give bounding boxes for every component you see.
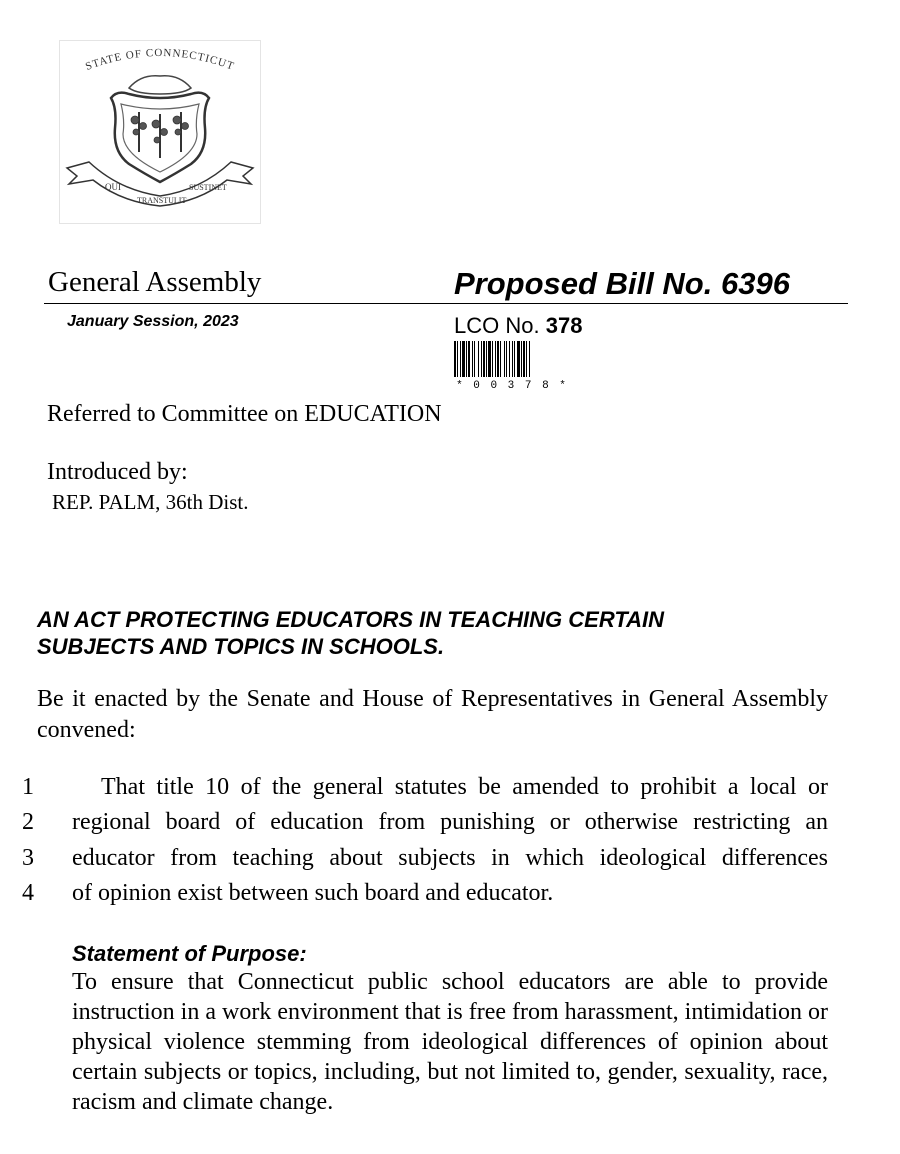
statement-of-purpose-text: To ensure that Connecticut public school educators are able to provide instruction in a work environment that is free from harassment, intimidation or physical violence stemming from ideological differences of opinion about certain subjects or topics, including, but not limited to, gender, sexuality, race, racism and climate change. <box>72 969 828 1115</box>
bill-number: Proposed Bill No. 6396 <box>454 266 790 301</box>
state-seal-graphic <box>59 40 261 224</box>
barcode-bar <box>481 341 482 377</box>
enacting-clause: Be it enacted by the Senate and House of Representatives in General Assembly convened: <box>37 686 828 743</box>
statement-of-purpose-heading: Statement of Purpose: <box>72 941 307 966</box>
barcode-bar <box>495 341 496 377</box>
committee-referral: Referred to Committee on EDUCATION <box>47 401 442 427</box>
bill-line <box>0 845 828 880</box>
barcode-bars <box>454 341 570 377</box>
header-divider <box>44 303 848 304</box>
barcode-bar <box>506 341 507 377</box>
barcode-bar <box>526 341 527 377</box>
bill-title-line-1: AN ACT PROTECTING EDUCATORS IN TEACHING CERTAIN <box>37 607 665 632</box>
barcode-bar <box>488 341 491 377</box>
barcode-bar <box>517 341 520 377</box>
line-number: 2 <box>22 809 34 835</box>
bill-line <box>0 809 828 844</box>
barcode-bar <box>483 341 485 377</box>
svg-text:STATE OF CONNECTICUT <box>84 47 236 73</box>
barcode-bar <box>474 341 475 377</box>
lco-value: 378 <box>545 313 583 338</box>
barcode-bar <box>460 341 461 377</box>
barcode-bar <box>454 341 456 377</box>
line-text: educator from teaching about subjects in which ideological differences <box>72 845 828 871</box>
barcode-bar <box>497 341 499 377</box>
line-text: regional board of education from punishing or otherwise restricting an <box>72 809 828 835</box>
bill-title-line-2: SUBJECTS AND TOPICS IN SCHOOLS. <box>37 634 445 659</box>
barcode-bar <box>514 341 515 377</box>
general-assembly-label: General Assembly <box>48 266 262 298</box>
barcode-bar <box>478 341 479 377</box>
seal-motto-middle: TRANSTULIT <box>137 196 187 205</box>
lco-number <box>454 313 582 339</box>
lco-label: LCO No. <box>454 313 540 338</box>
barcode <box>454 341 570 377</box>
barcode-bar <box>472 341 473 377</box>
seal-motto-right: SUSTINET <box>189 183 227 192</box>
line-number: 4 <box>22 880 34 906</box>
line-number: 1 <box>22 774 34 800</box>
line-text: of opinion exist between such board and educator. <box>72 880 554 906</box>
introduced-by-label: Introduced by: <box>47 459 188 485</box>
line-number: 3 <box>22 845 34 871</box>
barcode-text: * 0 0 3 7 8 * <box>456 380 568 392</box>
barcode-bar <box>512 341 513 377</box>
barcode-bar <box>492 341 493 377</box>
session-label: January Session, 2023 <box>67 313 239 330</box>
sponsor: REP. PALM, 36th Dist. <box>52 490 249 514</box>
barcode-bar <box>509 341 510 377</box>
barcode-bar <box>500 341 501 377</box>
bill-line <box>0 774 828 809</box>
barcode-bar <box>486 341 487 377</box>
barcode-bar <box>462 341 465 377</box>
line-text: That title 10 of the general statutes be amended to prohibit a local or <box>101 774 828 800</box>
barcode-bar <box>523 341 525 377</box>
seal-motto-left: QUI <box>105 182 121 192</box>
barcode-bar <box>504 341 505 377</box>
state-seal <box>59 40 261 224</box>
bill-title <box>37 606 837 660</box>
barcode-bar <box>466 341 467 377</box>
barcode-bar <box>521 341 522 377</box>
barcode-bar <box>529 341 530 377</box>
barcode-bar <box>468 341 470 377</box>
seal-top-text: STATE OF CONNECTICUT <box>83 46 237 73</box>
barcode-bar <box>457 341 458 377</box>
bill-line <box>0 880 828 915</box>
